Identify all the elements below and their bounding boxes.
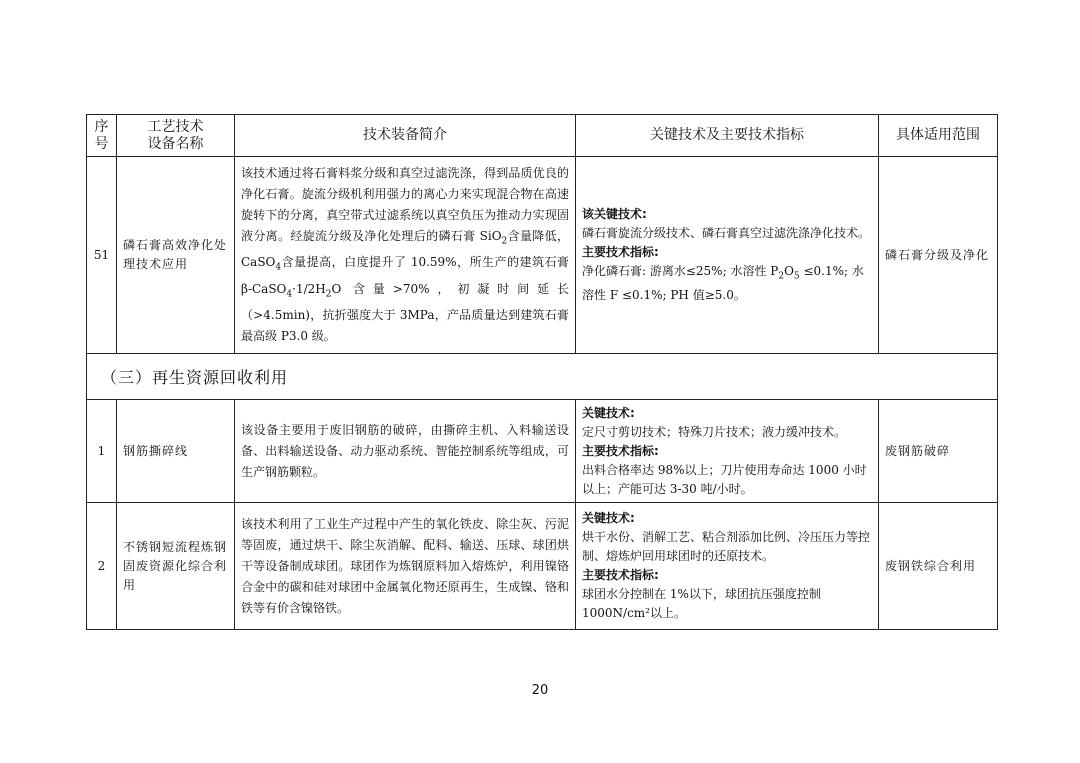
key-technology-text: 烘干水份、消解工艺、粘合剂添加比例、冷压压力等控制、熔炼炉回用球团时的还原技术。 [582, 530, 871, 563]
table-row [87, 157, 998, 354]
header-scope: 具体适用范围 [879, 115, 998, 157]
indicators-label: 主要技术指标: [582, 568, 659, 582]
key-technology-text: 定尺寸剪切技术；特殊刀片技术；液力缓冲技术。 [582, 424, 847, 439]
application-scope: 废钢筋破碎 [879, 400, 998, 503]
row-number: 51 [87, 157, 117, 354]
page-number: 20 [531, 683, 549, 698]
indicators-text: 出料合格率达 98%以上；刀片使用寿命达 1000 小时以上；产能可达 3-30 吨/小时。 [582, 462, 867, 496]
indicators-label: 主要技术指标: [582, 443, 659, 458]
header-description: 技术装备简介 [235, 115, 576, 157]
key-technology [576, 503, 879, 630]
equipment-description: 该技术利用了工业生产过程中产生的氧化铁皮、除尘灰、污泥等固废，通过烘干、除尘灰消解、配料、输送、压球、球团烘干等设备制成球团。球团作为炼钢原料加入熔炼炉，利用镍铬合金中的碳和硅对球团中金属氧化物还原再生，生成镍、铬和铁等有价含镍铬铁。 [235, 503, 576, 630]
equipment-name: 不锈钢短流程炼钢固废资源化综合利用 [117, 503, 235, 630]
key-technology [576, 400, 879, 503]
equipment-description: 该设备主要用于废旧钢筋的破碎，由撕碎主机、入料输送设备、出料输送设备、动力驱动系统、智能控制系统等组成，可生产钢筋颗粒。 [235, 400, 576, 503]
equipment-name: 钢筋撕碎线 [117, 400, 235, 503]
indicators-text: 球团水分控制在 1%以下，球团抗压强度控制 1000N/cm²以上。 [582, 587, 821, 620]
technology-table [86, 114, 998, 630]
application-scope: 废钢铁综合利用 [879, 503, 998, 630]
header-serial-number: 序号 [87, 115, 117, 157]
header-key-technology: 关键技术及主要技术指标 [576, 115, 879, 157]
key-technology-text: 磷石膏旋流分级技术、磷石膏真空过滤洗涤净化技术。 [582, 225, 871, 240]
application-scope: 磷石膏分级及净化 [879, 157, 998, 354]
table-row [87, 400, 998, 503]
row-number: 2 [87, 503, 117, 630]
row-number: 1 [87, 400, 117, 503]
key-technology-label: 关键技术: [582, 511, 635, 525]
key-technology-label: 该关键技术: [582, 206, 647, 221]
header-equipment-name: 工艺技术 设备名称 [117, 115, 235, 157]
equipment-description: 该技术通过将石膏料浆分级和真空过滤洗涤，得到品质优良的净化石膏。旋流分级机利用强力的离心力来实现混合物在高速旋转下的分离，真空带式过滤系统以真空负压为推动力实现固液分离。经旋流分级及净化处理后的磷石膏 SiO$_2$含量降低，CaSO$_4$含量提高，白度提升了 10.59%，所生产的建筑石膏$\beta-CaSO_4\cdot 1/2H_2O$ 含量>70%，初凝时间延长（>4.5min)，抗折强度大于 3MPa，产品质量达到建筑石膏最高级 P3.0 级。 [235, 157, 576, 354]
key-technology-label: 关键技术: [582, 405, 635, 420]
equipment-name: 磷石膏高效净化处理技术应用 [117, 157, 235, 354]
key-technology [576, 157, 879, 354]
section-heading: （三）再生资源回收利用 [87, 354, 998, 400]
section-heading-row [87, 354, 998, 400]
table-header-row [87, 115, 998, 157]
indicators-label: 主要技术指标: [582, 244, 659, 259]
indicators-text: 净化磷石膏: 游离水≤25%; 水溶性 $P_2O_5 \le 0.1\%$; 水溶性 F ≤0.1%; PH 值≥5.0。 [582, 263, 864, 303]
table-row [87, 503, 998, 630]
